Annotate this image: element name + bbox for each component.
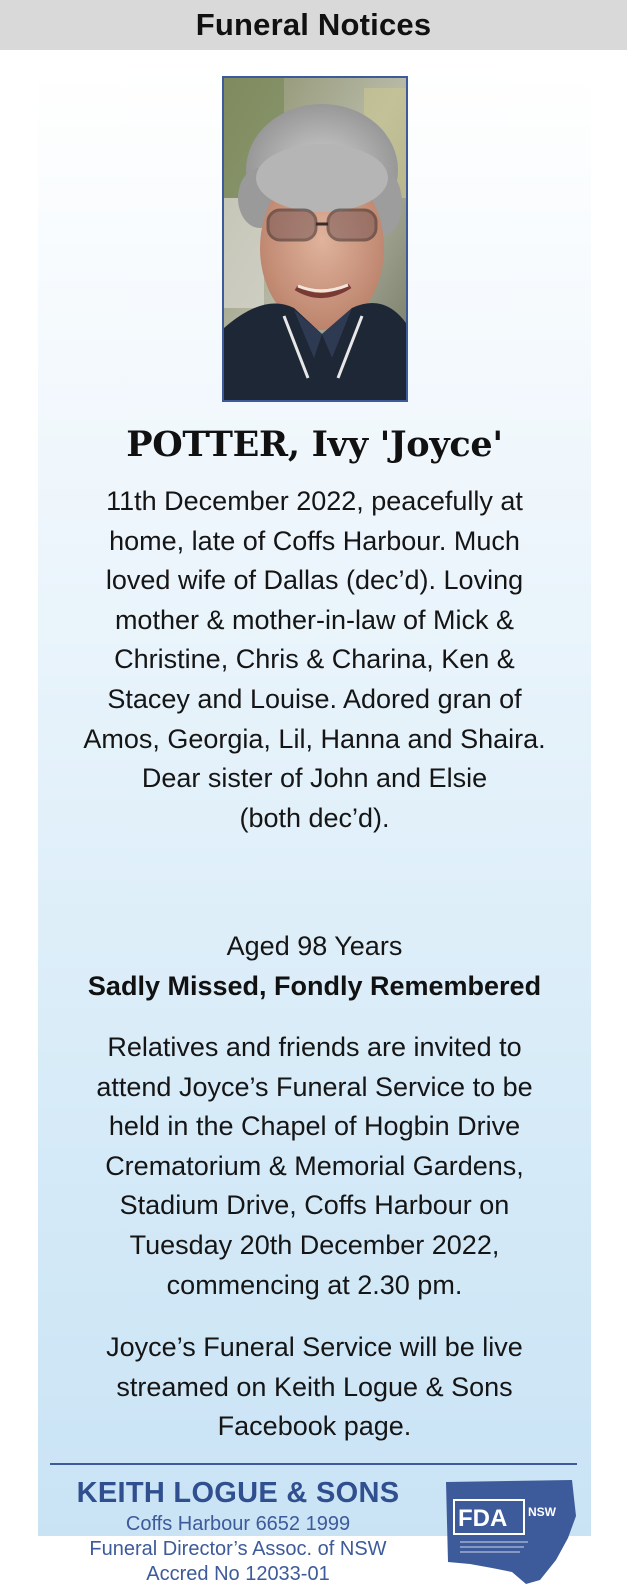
livestream-paragraph bbox=[38, 1328, 591, 1447]
bio-paragraph bbox=[38, 482, 591, 838]
service-line: Relatives and friends are invited to bbox=[107, 1032, 522, 1062]
age-line bbox=[38, 927, 591, 967]
funeral-notice bbox=[38, 64, 591, 1585]
service-line: commencing at 2.30 pm. bbox=[166, 1269, 463, 1300]
page-title: Funeral Notices bbox=[195, 7, 432, 42]
funeral-director-block bbox=[52, 1474, 424, 1587]
bio-line: 11th December 2022, peacefully at bbox=[106, 486, 523, 516]
bio-line: Dear sister of John and Elsie bbox=[141, 763, 488, 794]
funeral-director-accred: Accred No 12033-01 bbox=[146, 1563, 330, 1585]
service-line: Tuesday 20th December 2022, bbox=[129, 1229, 500, 1260]
tribute-line: Sadly Missed, Fondly Remembered bbox=[87, 971, 542, 1001]
bio-line: Amos, Georgia, Lil, Hanna and Shaira. bbox=[83, 723, 546, 754]
fda-nsw-logo-icon bbox=[440, 1476, 580, 1588]
age-text: Aged 98 Years bbox=[226, 931, 403, 961]
service-line: attend Joyce’s Funeral Service to be bbox=[96, 1071, 533, 1102]
stream-line: Joyce’s Funeral Service will be live bbox=[106, 1332, 523, 1362]
service-paragraph bbox=[38, 1028, 591, 1305]
stream-line: Facebook page. bbox=[217, 1411, 412, 1442]
funeral-director-name: KEITH LOGUE & SONS bbox=[76, 1477, 400, 1509]
bio-line: Christine, Chris & Charina, Ken & bbox=[114, 644, 515, 675]
bio-line: (both dec’d). bbox=[239, 802, 390, 833]
deceased-name: POTTER, Ivy 'Joyce' bbox=[126, 424, 503, 465]
stream-line: streamed on Keith Logue & Sons bbox=[116, 1371, 513, 1402]
portrait-photo bbox=[222, 76, 408, 402]
service-line: held in the Chapel of Hogbin Drive bbox=[108, 1111, 521, 1142]
fda-logo-text: FDA bbox=[458, 1505, 508, 1532]
service-line: Stadium Drive, Coffs Harbour on bbox=[119, 1190, 510, 1221]
bio-line: mother & mother-in-law of Mick & bbox=[114, 604, 515, 635]
funeral-director-assoc: Funeral Director’s Assoc. of NSW bbox=[89, 1538, 387, 1560]
bio-line: Stacey and Louise. Adored gran of bbox=[107, 683, 522, 714]
service-line: Crematorium & Memorial Gardens, bbox=[105, 1150, 524, 1181]
divider bbox=[50, 1463, 577, 1465]
header-bar bbox=[0, 0, 627, 50]
bio-line: loved wife of Dallas (dec’d). Loving bbox=[105, 565, 524, 596]
funeral-director-phone: Coffs Harbour 6652 1999 bbox=[125, 1513, 351, 1535]
bio-line: home, late of Coffs Harbour. Much bbox=[109, 525, 520, 556]
fda-logo-state: NSW bbox=[528, 1505, 556, 1519]
